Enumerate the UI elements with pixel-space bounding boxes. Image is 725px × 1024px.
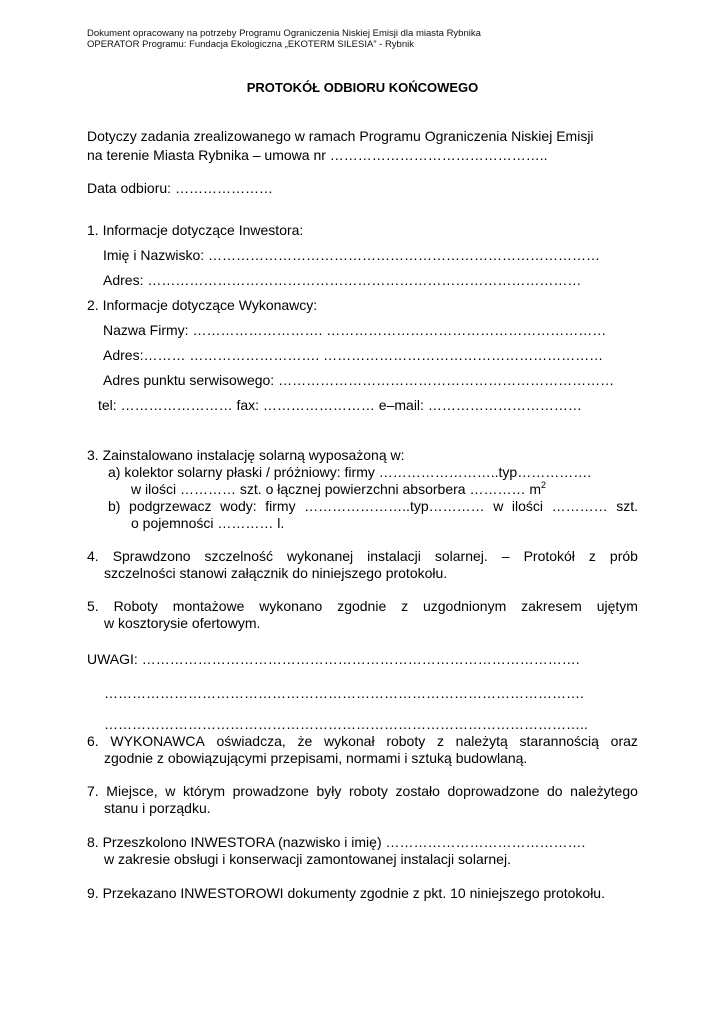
water-heater-capacity-line: o pojemności ………… l. bbox=[131, 515, 285, 531]
word: doprowadzone bbox=[447, 783, 540, 799]
section7-line-1 bbox=[87, 783, 638, 800]
word: zostało bbox=[395, 783, 440, 799]
header-line-2: OPERATOR Programu: Fundacja Ekologiczna „EKOTERM SILESIA” - Rybnik bbox=[87, 39, 414, 50]
word: szt. bbox=[616, 498, 638, 514]
word: ujętym bbox=[596, 598, 638, 614]
word: prowadzone bbox=[232, 783, 309, 799]
word: …………………..typ………… bbox=[304, 498, 485, 514]
word: należytego bbox=[570, 783, 638, 799]
word: roboty bbox=[349, 783, 388, 799]
word: 4. bbox=[87, 548, 99, 564]
word: z bbox=[588, 548, 596, 564]
investor-name-line: Imię i Nazwisko: ………………………………………………………………………… bbox=[103, 247, 601, 263]
collector-quantity-text: w ilości ………… szt. o łącznej powierzchni absorbera ………… m bbox=[131, 481, 542, 497]
word: Sprawdzono bbox=[112, 548, 191, 564]
section6-line-2: zgodnie z obowiązującymi przepisami, normami i sztuką budowlaną. bbox=[104, 750, 528, 766]
word: szczelność bbox=[204, 548, 273, 564]
word: b) bbox=[108, 498, 121, 514]
section2-heading: 2. Informacje dotyczące Wykonawcy: bbox=[87, 297, 318, 313]
contractor-company-line: Nazwa Firmy: ………………………. …………………………………………………… bbox=[103, 322, 607, 338]
word: podgrzewacz bbox=[129, 498, 212, 514]
word: prób bbox=[609, 548, 638, 564]
word: WYKONAWCA bbox=[110, 733, 205, 749]
remarks-line-3: ………………………………………………………………………………………….. bbox=[104, 716, 588, 732]
section6-line-1 bbox=[87, 733, 638, 750]
word: 7. bbox=[87, 783, 99, 799]
word: montażowe bbox=[172, 598, 245, 614]
word: oświadcza, bbox=[216, 733, 286, 749]
collector-quantity-line bbox=[131, 481, 546, 498]
intro-line-2: na terenie Miasta Rybnika – umowa nr ……………………………………….. bbox=[87, 147, 548, 163]
word: ………… bbox=[551, 498, 608, 514]
word: Protokół bbox=[523, 548, 575, 564]
word: którym bbox=[183, 783, 225, 799]
section4-line-2: szczelności stanowi załącznik do niniejszego protokołu. bbox=[104, 565, 448, 581]
square-meter-superscript: 2 bbox=[541, 480, 547, 490]
word: wykonał bbox=[324, 733, 375, 749]
word: solarnej. bbox=[434, 548, 488, 564]
word: zakresem bbox=[521, 598, 582, 614]
word: uzgodnionym bbox=[422, 598, 507, 614]
word: wykonano bbox=[259, 598, 323, 614]
section5-line-1 bbox=[87, 598, 638, 615]
word: ilości bbox=[511, 498, 544, 514]
word: wykonanej bbox=[286, 548, 354, 564]
intro-line-1: Dotyczy zadania zrealizowanego w ramach Programu Ograniczenia Niskiej Emisji bbox=[87, 128, 594, 144]
word: należytą bbox=[455, 733, 508, 749]
service-address-line: Adres punktu serwisowego: ……………………………………………………………… bbox=[103, 372, 615, 388]
word: 5. bbox=[87, 598, 99, 614]
word: zgodnie bbox=[337, 598, 387, 614]
section7-line-2: stanu i porządku. bbox=[104, 800, 211, 816]
water-heater-line bbox=[108, 498, 638, 515]
word: oraz bbox=[610, 733, 638, 749]
page-title: PROTOKÓŁ ODBIORU KOŃCOWEGO bbox=[246, 80, 479, 95]
word: – bbox=[501, 548, 510, 564]
word: były bbox=[316, 783, 342, 799]
word: 6. bbox=[87, 733, 99, 749]
investor-address-line: Adres: ………………………………………………………………………………… bbox=[103, 272, 582, 288]
contractor-address-line: Adres:……… ………………………. …………………………………………………… bbox=[103, 347, 604, 363]
header-line-1: Dokument opracowany na potrzeby Programu Ograniczenia Niskiej Emisji dla miasta Rybnika bbox=[87, 28, 481, 39]
section1-heading: 1. Informacje dotyczące Inwestora: bbox=[87, 222, 304, 238]
section3-heading: 3. Zainstalowano instalację solarną wyposażoną w: bbox=[87, 447, 405, 463]
word: instalacji bbox=[367, 548, 421, 564]
word: wody: bbox=[220, 498, 257, 514]
collector-line: a) kolektor solarny płaski / próżniowy: firmy ……………………..typ……………. bbox=[108, 464, 592, 480]
remarks-line-2: …………………………………………………………………………………………. bbox=[104, 685, 584, 701]
date-line: Data odbioru: ………………… bbox=[87, 180, 273, 196]
word: Roboty bbox=[113, 598, 158, 614]
section5-line-2: w kosztorysie ofertowym. bbox=[104, 615, 261, 631]
word: starannością bbox=[519, 733, 599, 749]
word: z bbox=[436, 733, 444, 749]
remarks-line-1: UWAGI: …………………………………………………………………………………. bbox=[87, 651, 580, 667]
section4-line-1 bbox=[87, 548, 638, 565]
word: Miejsce, bbox=[106, 783, 158, 799]
section8-line-1: 8. Przeszkolono INWESTORA (nazwisko i imię) ……………………………………. bbox=[87, 834, 586, 850]
word: że bbox=[297, 733, 313, 749]
contact-line: tel: …………………… fax: …………………… e–mail: …………………………… bbox=[98, 397, 582, 413]
word: w bbox=[165, 783, 176, 799]
section9-line-1: 9. Przekazano INWESTOROWI dokumenty zgodnie z pkt. 10 niniejszego protokołu. bbox=[87, 885, 605, 901]
word: roboty bbox=[386, 733, 426, 749]
word: z bbox=[401, 598, 409, 614]
word: do bbox=[546, 783, 563, 799]
word: firmy bbox=[265, 498, 296, 514]
word: w bbox=[493, 498, 504, 514]
section8-line-2: w zakresie obsługi i konserwacji zamontowanej instalacji solarnej. bbox=[104, 851, 511, 867]
